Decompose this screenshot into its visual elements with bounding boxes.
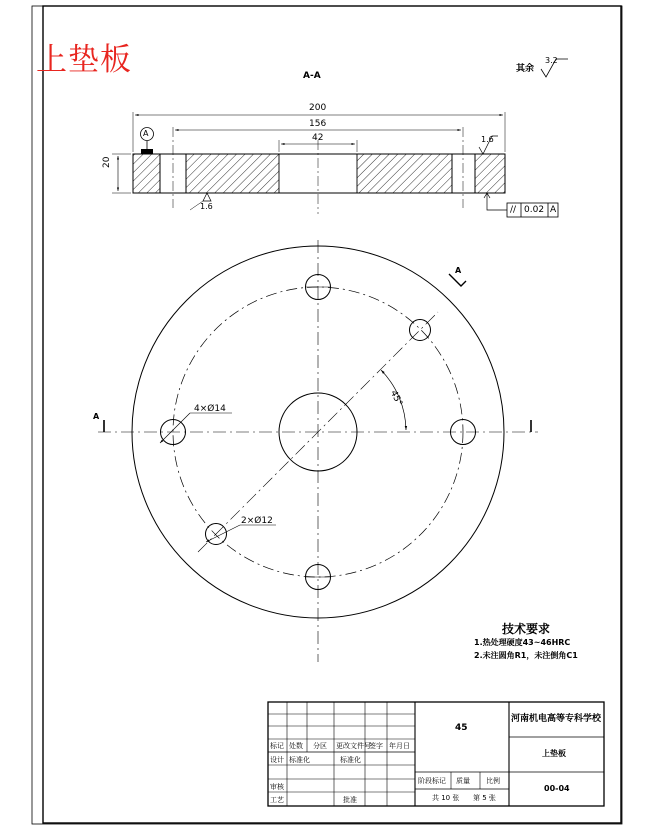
- inner-frame: [43, 6, 621, 823]
- tb-standardize-a: 标准化: [289, 756, 310, 764]
- outer-border: [32, 6, 622, 824]
- dim-thickness: 20: [102, 156, 112, 168]
- angle-label: 45°: [387, 389, 404, 408]
- tb-design: 设计: [270, 756, 284, 764]
- tb-mark: 标记: [270, 742, 284, 750]
- tb-standardize-b: 标准化: [340, 756, 361, 764]
- tech-heading: 技术要求: [502, 622, 551, 636]
- plan-view: [98, 240, 538, 662]
- tb-stage: 阶段标记: [418, 777, 446, 785]
- dim-center-hole: 42: [312, 133, 324, 143]
- roughness-top: 1.6: [481, 135, 494, 144]
- school-name: 河南机电高等专科学校: [511, 714, 602, 724]
- dim-total: 200: [309, 103, 327, 113]
- tb-approve: 批准: [343, 796, 357, 804]
- tech-line-2: 2.未注圆角R1，未注倒角C1: [474, 651, 578, 660]
- tb-change-doc: 更改文件号: [336, 742, 371, 750]
- dim-bolt-circle: 156: [309, 119, 327, 129]
- cut-label-right: A: [455, 266, 462, 275]
- tb-count: 处数: [289, 742, 303, 750]
- tb-process: 工艺: [270, 796, 284, 804]
- datum-letter: A: [143, 129, 149, 138]
- holes-large-callout: 4×Ø14: [194, 404, 226, 414]
- tb-sheets: 共 10 张: [432, 794, 460, 802]
- tb-check: 审核: [270, 783, 284, 791]
- drawing-title: 上垫板: [36, 42, 132, 78]
- material: 45: [455, 723, 468, 733]
- part-name: 上垫板: [542, 749, 566, 758]
- surface-note-value: 3.2: [545, 56, 558, 65]
- tb-weight: 质量: [456, 777, 470, 785]
- surface-note-label: 其余: [516, 64, 535, 74]
- section-view: [112, 59, 568, 217]
- tolerance-value: 0.02: [524, 205, 545, 215]
- cut-label-left: A: [93, 412, 100, 421]
- roughness-bottom: 1.6: [200, 202, 213, 211]
- tech-line-1: 1.热处理硬度43~46HRC: [474, 638, 571, 647]
- section-label: A-A: [303, 71, 321, 81]
- tb-date: 年月日: [389, 742, 410, 750]
- tolerance-symbol: //: [510, 205, 517, 215]
- tb-sheet-no: 第 5 张: [473, 794, 496, 802]
- tb-sign: 签字: [369, 742, 383, 750]
- tb-scale: 比例: [486, 777, 500, 785]
- drawing-number: 00-04: [544, 784, 570, 793]
- tb-zone: 分区: [313, 742, 327, 750]
- tolerance-datum: A: [550, 205, 557, 215]
- holes-small-callout: 2×Ø12: [241, 516, 273, 526]
